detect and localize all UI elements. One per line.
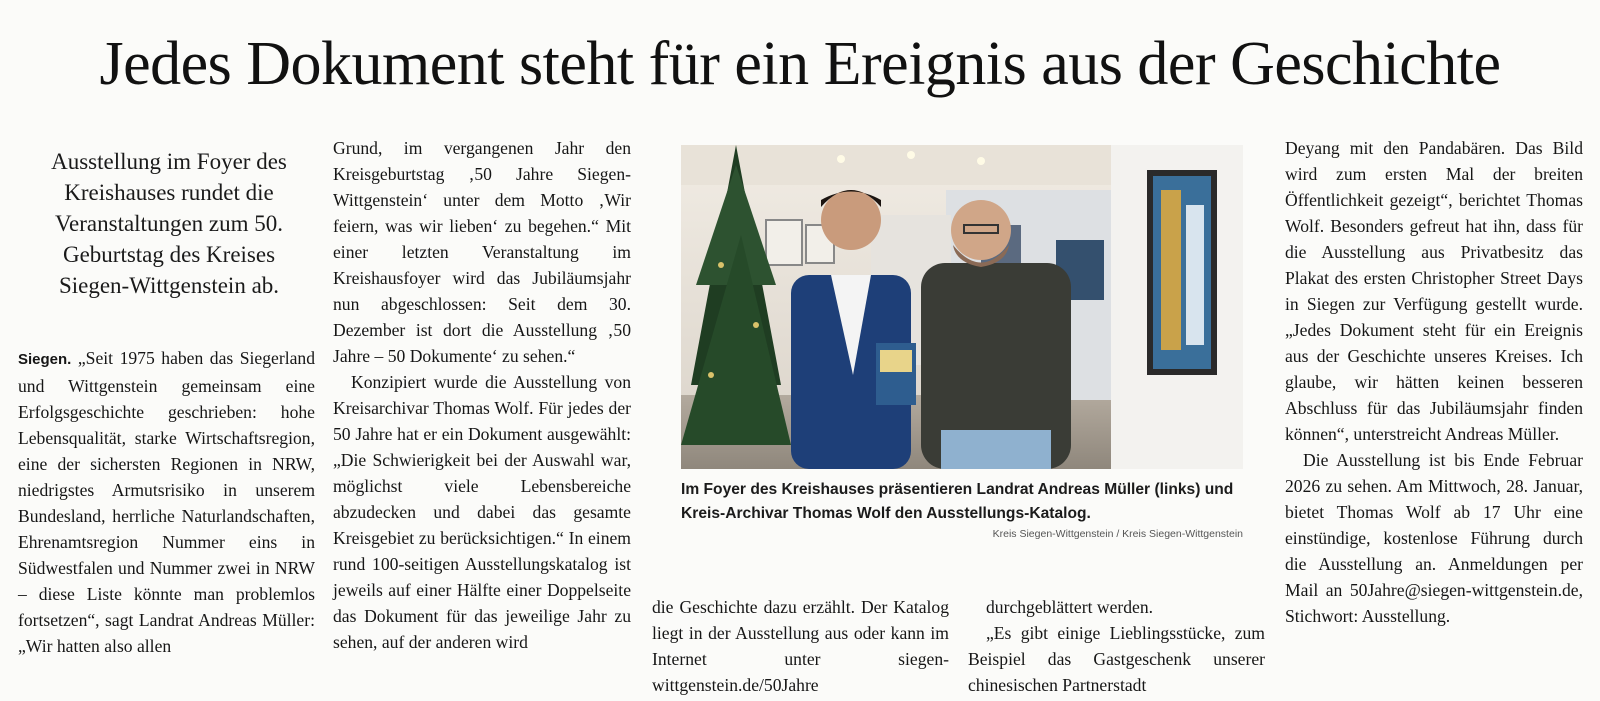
article-column-5 [1285, 135, 1583, 629]
lede: Ausstellung im Foyer des Kreishauses rundet die Veranstaltungen zum 50. Geburtstag des Kreises Siegen-Wittgenstein ab. [51, 149, 287, 298]
column-2-paragraph-2: Konzipiert wurde die Ausstellung von Kreisarchivar Thomas Wolf. Für jedes der 50 Jahre hat er ein Dokument ausgewählt: „Die Schwierigkeit bei der Auswahl war, möglichst viele Lebensbereiche abzudecken und dabei das gesamte Kreisgebiet zu berücksichtigen.“ In einem rund 100-seitigen Ausstellungskatalog ist jeweils auf einer Hälfte einer Doppelseite das Dokument für das jeweilige Jahr zu sehen, auf der anderen wird [333, 372, 631, 652]
column-2-paragraph-1: Grund, im vergangenen Jahr den Kreisgeburtstag ‚50 Jahre Siegen-Wittgenstein‘ unter dem Motto ‚Wir feiern, was wir lieben‘ zu begehen.“ Mit einer letzten Veranstaltung im Kreishausfoyer wird das Jubiläumsjahr nun abgeschlossen: Seit dem 30. Dezember ist dort die Ausstellung ‚50 Jahre – 50 Dokumente‘ zu sehen.“ [333, 138, 631, 366]
column-1-text: „Seit 1975 haben das Siegerland und Wittgenstein gemeinsam eine Erfolgsgeschichte geschrieben: hohe Lebensqualität, starke Wirtschaftsregion, eine der sichersten Regionen in NRW, niedrigstes Armutsrisiko in unserem Bundesland, herrliche Naturlandschaften, Ehrenamtsregion Nummer eins in Südwestfalen und Nummer zwei in NRW – diese Liste könnte man problemlos fortsetzen“, sagt Landrat Andreas Müller: „Wir hatten also allen [18, 348, 315, 656]
headline: Jedes Dokument steht für ein Ereignis aus der Geschichte [99, 30, 1501, 98]
article-column-3 [652, 594, 949, 698]
column-5-paragraph-2: Die Ausstellung ist bis Ende Februar 2026 zu sehen. Am Mittwoch, 28. Januar, bietet Thomas Wolf ab 17 Uhr eine einstündige, kostenlose Führung durch die Ausstellung an. Anmeldungen per Mail an 50Jahre@siegen-wittgenstein.de, Stichwort: Ausstellung. [1285, 450, 1583, 626]
article-column-2 [333, 135, 631, 655]
photo-illustration [681, 145, 1243, 469]
article-column-4 [968, 594, 1265, 698]
photo-credit: Kreis Siegen-Wittgenstein / Kreis Siegen-Wittgenstein [992, 528, 1243, 540]
column-4-paragraph-2: „Es gibt einige Lieblingsstücke, zum Beispiel das Gastgeschenk unserer chinesischen Partnerstadt [968, 623, 1265, 695]
column-5-paragraph-1: Deyang mit den Pandabären. Das Bild wird zum ersten Mal der breiten Öffentlichkeit gezeigt“, berichtet Thomas Wolf. Besonders gefreut hat ihn, dass für die Ausstellung aus Privatbesitz das Plakat des ersten Christopher Street Days in Siegen zur Verfügung gestellt wurde. „Jedes Dokument steht für ein Ereignis aus der Geschichte unseres Kreises. Ich glaube, wir hätten keinen besseren Abschluss für das Jubiläumsjahr finden können“, unterstreicht Andreas Müller. [1285, 138, 1583, 444]
column-3-text: die Geschichte dazu erzählt. Der Katalog liegt in der Ausstellung aus oder kann im Internet unter siegen-wittgenstein.de/50Jahre [652, 597, 949, 695]
article-photo [681, 145, 1243, 469]
dateline: Siegen. [18, 351, 72, 368]
photo-caption: Im Foyer des Kreishauses präsentieren Landrat Andreas Müller (links) und Kreis-Archivar Thomas Wolf den Ausstellungs-Katalog. [681, 481, 1234, 522]
column-4-paragraph-1: durchgeblättert werden. [986, 597, 1154, 617]
article-column-1 [18, 345, 315, 659]
